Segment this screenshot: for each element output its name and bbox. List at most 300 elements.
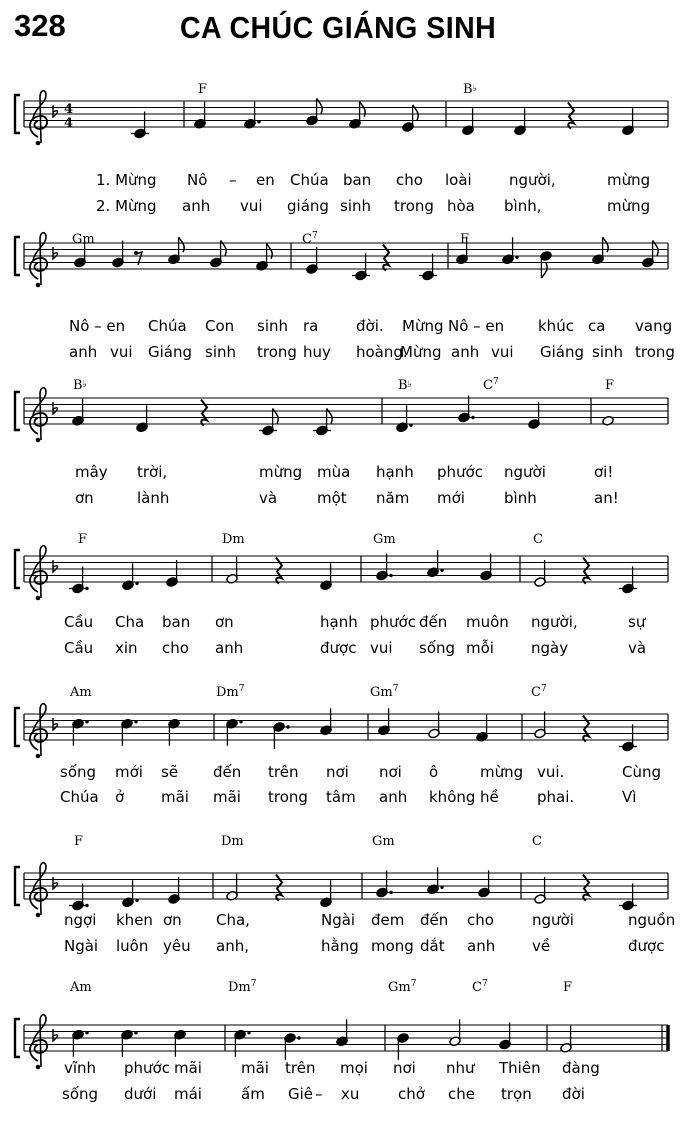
lyric-syllable: mãi [213,788,241,806]
chord-symbol: Gm$^7$ [388,979,417,995]
note [131,112,149,139]
quarter-rest [276,875,282,901]
lyric-syllable: Ngài [321,911,356,929]
lyric-syllable: đến [420,911,449,929]
lyric-syllable: anh [451,343,480,361]
lyric-syllable: yêu [163,937,191,955]
lyric-syllable: anh, [216,937,249,955]
lyric-syllable: ở [115,788,125,806]
chord-symbol: B♭ [73,378,87,393]
lyric-syllable: trên [285,1059,316,1077]
chord-symbol: F [460,232,470,247]
lyric-syllable: mái [174,1085,202,1103]
lyrics-verse-2 [75,489,619,507]
lyric-syllable: mới [115,763,143,781]
chord-symbol: Dm [222,532,245,547]
lyric-syllable: – [229,171,237,189]
augmentation-dot [85,1031,88,1034]
eighth-rest [136,252,142,265]
lyric-syllable: trong [268,788,308,806]
lyric-syllable: nơi [393,1059,416,1077]
lyric-syllable: người [504,463,546,481]
lyric-syllable: bình [504,489,537,507]
lyric-syllable: Nô [187,171,208,189]
lyric-syllable: Cầu [64,639,94,657]
lyric-syllable: mong [371,937,414,955]
staff-bracket [15,550,20,588]
lyric-syllable: Giáng [540,343,585,361]
lyric-syllable: ngợi [64,911,97,929]
note [499,1023,511,1050]
note [428,712,440,739]
treble-clef-curve [30,116,47,137]
lyric-syllable: đàng [562,1059,600,1077]
lyric-syllable: vui [370,639,393,657]
note [168,877,180,904]
note [226,557,238,584]
lyric-syllable: chở [398,1085,425,1103]
note [349,102,365,129]
lyrics-verse-2 [69,343,675,361]
lyric-syllable: sống [60,763,97,781]
treble-clef-tail [36,1065,41,1070]
treble-clef-tail [36,141,41,146]
lyric-syllable: ơn [215,613,234,631]
lyric-syllable: 2. Mừng [96,197,157,215]
lyric-syllable: anh [379,788,408,806]
quarter-rest [583,875,589,901]
augmentation-dot [247,1031,250,1034]
lyric-syllable: phai. [537,788,575,806]
lyric-syllable: sống [419,639,456,657]
staff-system [15,684,668,806]
lyric-syllable: Thiên [499,1059,541,1077]
lyrics-verse-1 [64,613,647,631]
lyric-syllable: ngày [531,639,569,657]
chord-symbol: F [605,378,615,393]
note [69,567,89,594]
note [259,409,278,436]
note [376,554,393,581]
treble-clef-curve [30,258,47,279]
lyric-syllable: đời [562,1085,585,1103]
lyrics-verse-1 [96,171,650,189]
lyric-syllable: hạnh [320,613,358,631]
treble-clef-curve [30,413,47,434]
staff-bracket [15,708,20,746]
note [168,718,180,745]
staff-bracket [15,95,20,133]
note [528,402,540,429]
lyric-syllable: ban [162,613,191,631]
flat-key-signature [53,1029,58,1041]
lyric-syllable: Nô – en [69,317,126,335]
treble-clef-curve [30,1040,47,1061]
lyric-syllable: mọi [340,1059,368,1077]
chord-symbol: Gm$^7$ [370,684,399,700]
chord-symbol: $C^7$ [531,684,547,700]
lyrics-verse-1 [69,317,672,335]
chord-symbol: F [78,532,88,547]
note [72,1029,89,1056]
lyric-syllable: mãi [241,1059,269,1077]
note [376,871,393,898]
treble-clef-curve [30,729,47,750]
lyric-syllable: và [259,489,278,507]
lyric-syllable: nơi [379,763,402,781]
chord-symbol: Am [70,685,92,700]
note [136,405,148,432]
lyric-syllable: người, [531,613,578,631]
chord-symbol: F [563,980,573,995]
note [427,867,444,894]
lyric-syllable: khen [116,911,153,929]
note [306,247,318,274]
lyric-syllable: che [448,1085,475,1103]
augmentation-dot [134,720,137,723]
flat-key-signature [53,877,58,889]
flat-key-signature [53,247,58,259]
lyric-syllable: giáng [287,197,329,215]
lyric-syllable: không [429,788,476,806]
augmentation-dot [297,1036,300,1039]
note [194,102,206,129]
lyric-syllable: phước [370,613,416,631]
lyric-syllable: mừng [607,171,651,189]
chord-symbol: Gm [373,532,396,547]
treble-clef-curve [30,571,47,592]
note [336,1019,348,1046]
note [480,554,492,581]
lyric-syllable: trong [394,197,434,215]
time-signature-top: 4 [64,102,74,117]
chord-symbol: $C^7$ [472,979,488,995]
lyric-syllable: hòa [447,197,475,215]
chord-symbol: Am [70,980,92,995]
lyric-syllable: anh [215,639,244,657]
note [320,563,332,590]
lyrics-verse-2 [60,788,636,806]
lyric-syllable: vui [110,343,133,361]
note [352,254,370,281]
lyrics-verse-2 [96,197,650,215]
lyric-syllable: được [628,937,665,955]
note [320,708,332,735]
lyrics-verse-1 [64,1059,600,1077]
lyric-syllable: Giáng [148,343,193,361]
lyric-syllable: xu [341,1085,360,1103]
augmentation-dot [389,891,392,894]
lyric-syllable: hằng [321,937,359,955]
note-flag [541,263,547,278]
lyric-syllable: anh [467,937,496,955]
lyric-syllable: xin [115,639,138,657]
chord-symbol: B♭ [463,82,477,97]
quarter-rest [383,245,389,271]
staff-system [15,231,675,361]
lyric-syllable: anh [182,197,211,215]
lyric-syllable: tâm [326,788,356,806]
note [122,880,139,907]
lyric-syllable: loài [445,171,472,189]
lyric-syllable: năm [376,489,410,507]
lyric-syllable: ơn [163,911,182,929]
lyric-syllable: an! [594,489,619,507]
staff-system [15,979,668,1103]
flat-key-signature [53,560,58,572]
augmentation-dot [135,899,138,902]
lyric-syllable: đến [419,613,448,631]
augmentation-dot [135,582,138,585]
lyric-syllable: đến [213,763,242,781]
lyric-syllable: mừng [259,463,303,481]
note [514,108,526,135]
chord-symbol: Dm [221,834,244,849]
quarter-rest [276,558,282,584]
treble-clef-tail [36,913,41,918]
lyric-syllable: mãi [161,788,189,806]
note [396,405,413,432]
note [540,251,552,278]
note [534,560,546,587]
note [313,409,332,436]
augmentation-dot [239,720,242,723]
note [427,550,444,577]
lyric-syllable: sẽ [161,763,179,781]
quarter-rest [201,400,207,426]
staff-system [15,532,668,657]
note [174,1029,186,1056]
lyric-syllable: dưới [124,1085,157,1103]
lyric-syllable: ra [303,317,319,335]
lyric-syllable: mới [437,489,465,507]
lyrics-verse-2 [64,937,664,955]
staff-system [15,377,668,507]
note [397,1033,409,1060]
chord-symbol: Gm [72,232,95,247]
lyric-syllable: ơn [75,489,94,507]
chord-symbol: $C^7$ [483,377,499,393]
note [642,241,658,268]
lyric-syllable: phước [124,1059,170,1077]
lyric-syllable: sinh [340,197,371,215]
lyric-syllable: Vì [622,788,637,806]
lyric-syllable: cho [467,911,494,929]
note [619,884,637,911]
lyric-syllable: Giê [288,1085,314,1103]
augmentation-dot [85,587,88,590]
lyric-syllable: Cầu [64,613,94,631]
lyric-syllable: Chúa [148,317,187,335]
note [112,241,124,268]
lyric-syllable: vĩnh [64,1059,97,1077]
note [402,105,418,132]
note [592,237,608,264]
staff-bracket [15,1019,20,1057]
lyric-syllable: Mừng [400,343,442,361]
staff-system [15,834,675,955]
augmentation-dot [257,120,260,123]
note [284,1033,301,1060]
lyric-syllable: Ngài [64,937,99,955]
note [72,718,89,745]
augmentation-dot [440,569,443,572]
lyric-syllable: ơi! [594,463,614,481]
augmentation-dot [409,424,412,427]
lyric-syllable: trên [268,763,299,781]
lyric-syllable: Cha [115,613,145,631]
lyric-syllable: nơi [326,763,349,781]
lyric-syllable: người, [509,171,556,189]
augmentation-dot [471,416,474,419]
note [244,102,261,129]
treble-clef-tail [36,596,41,601]
lyric-syllable: mừng [480,763,524,781]
note [226,718,243,745]
note [419,254,437,281]
note [168,237,184,264]
chord-symbol: F [74,834,84,849]
note [449,1019,461,1046]
lyric-syllable: nguồn [628,911,676,929]
augmentation-dot [389,574,392,577]
lyrics-verse-1 [64,911,675,929]
lyrics-verse-2 [62,1085,585,1103]
lyric-syllable: vui [240,197,263,215]
note [476,715,488,742]
quarter-rest [568,103,574,129]
augmentation-dot [85,904,88,907]
note [534,877,546,904]
note [622,108,634,135]
time-signature-bottom: 4 [64,116,74,131]
augmentation-dot [85,720,88,723]
note [560,1026,572,1053]
treble-clef-curve [30,888,47,909]
augmentation-dot [515,256,518,259]
note [122,563,139,590]
note [256,244,272,271]
quarter-rest [583,716,589,742]
lyric-syllable: hoàng. [356,343,408,361]
lyric-syllable: trong [635,343,675,361]
lyric-syllable: – [315,1085,323,1103]
note [273,722,290,749]
lyric-syllable: trọn [501,1085,532,1103]
lyric-syllable: như [446,1059,475,1077]
lyric-syllable: vui. [537,763,565,781]
lyric-syllable: mùa [317,463,351,481]
lyric-syllable: ca [588,317,606,335]
lyric-syllable: được [320,639,357,657]
lyric-syllable: 1. Mừng [96,171,157,189]
lyric-syllable: phước [437,463,483,481]
lyric-syllable: Con [205,317,235,335]
lyric-syllable: sinh [592,343,623,361]
chord-symbol: Gm [372,834,395,849]
lyric-syllable: hề [480,788,499,806]
staff-system [15,82,668,215]
note [378,708,390,735]
chord-symbol: Dm$^7$ [216,684,245,700]
lyric-syllable: bình, [504,197,542,215]
lyric-syllable: người [532,911,574,929]
lyric-syllable: trong [257,343,297,361]
note [462,108,474,135]
chord-symbol: C [533,532,543,547]
lyric-syllable: muôn [466,613,509,631]
note [306,99,322,126]
staff-bracket [15,392,20,430]
chord-symbol: $C^7$ [302,231,318,247]
lyric-syllable: en [256,171,275,189]
lyric-syllable: luôn [116,937,149,955]
treble-clef-tail [36,283,41,288]
lyric-syllable: sinh [205,343,236,361]
lyric-syllable: ban [343,171,372,189]
lyric-syllable: trời, [137,463,168,481]
flat-key-signature [53,402,58,414]
lyric-syllable: sinh [257,317,288,335]
chord-symbol: F [198,82,208,97]
lyric-syllable: và [628,639,647,657]
lyric-syllable: sống [62,1085,99,1103]
lyric-syllable: mừng [607,197,651,215]
lyric-syllable: lành [137,489,170,507]
note [234,1029,251,1056]
lyric-syllable: về [532,937,551,955]
lyric-syllable: ô [429,763,439,781]
lyric-syllable: anh [69,343,98,361]
lyric-syllable: đem [371,911,405,929]
note [226,874,238,901]
lyric-syllable: Nô – en [448,317,505,335]
lyric-syllable: dắt [420,937,445,955]
augmentation-dot [286,725,289,728]
lyric-syllable: Cùng [622,763,662,781]
chord-symbol: B♭ [398,378,412,393]
note [121,1029,138,1056]
lyric-syllable: sự [628,613,646,631]
note [69,884,89,911]
note [619,567,637,594]
song-title: CA CHÚC GIÁNG SINH [180,10,497,45]
augmentation-dot [440,886,443,889]
lyric-syllable: cho [396,171,423,189]
note [478,871,490,898]
lyric-syllable: mãi [174,1059,202,1077]
lyric-syllable: hạnh [376,463,414,481]
lyrics-verse-1 [60,763,661,781]
lyric-syllable: mây [75,463,108,481]
lyric-syllable: đời. [356,317,384,335]
augmentation-dot [134,1031,137,1034]
lyric-syllable: huy [303,343,331,361]
lyric-syllable: ấm [241,1085,265,1103]
note [619,725,637,752]
lyric-syllable: cho [162,639,189,657]
note [320,880,332,907]
lyric-syllable: mỗi [466,639,494,657]
flat-key-signature [53,718,58,730]
lyric-syllable: Chúa [290,171,329,189]
lyric-syllable: vang [635,317,673,335]
lyrics-verse-1 [75,463,613,481]
lyric-syllable: vui [491,343,514,361]
note [210,241,226,268]
note [502,237,519,264]
staff-bracket [15,237,20,275]
